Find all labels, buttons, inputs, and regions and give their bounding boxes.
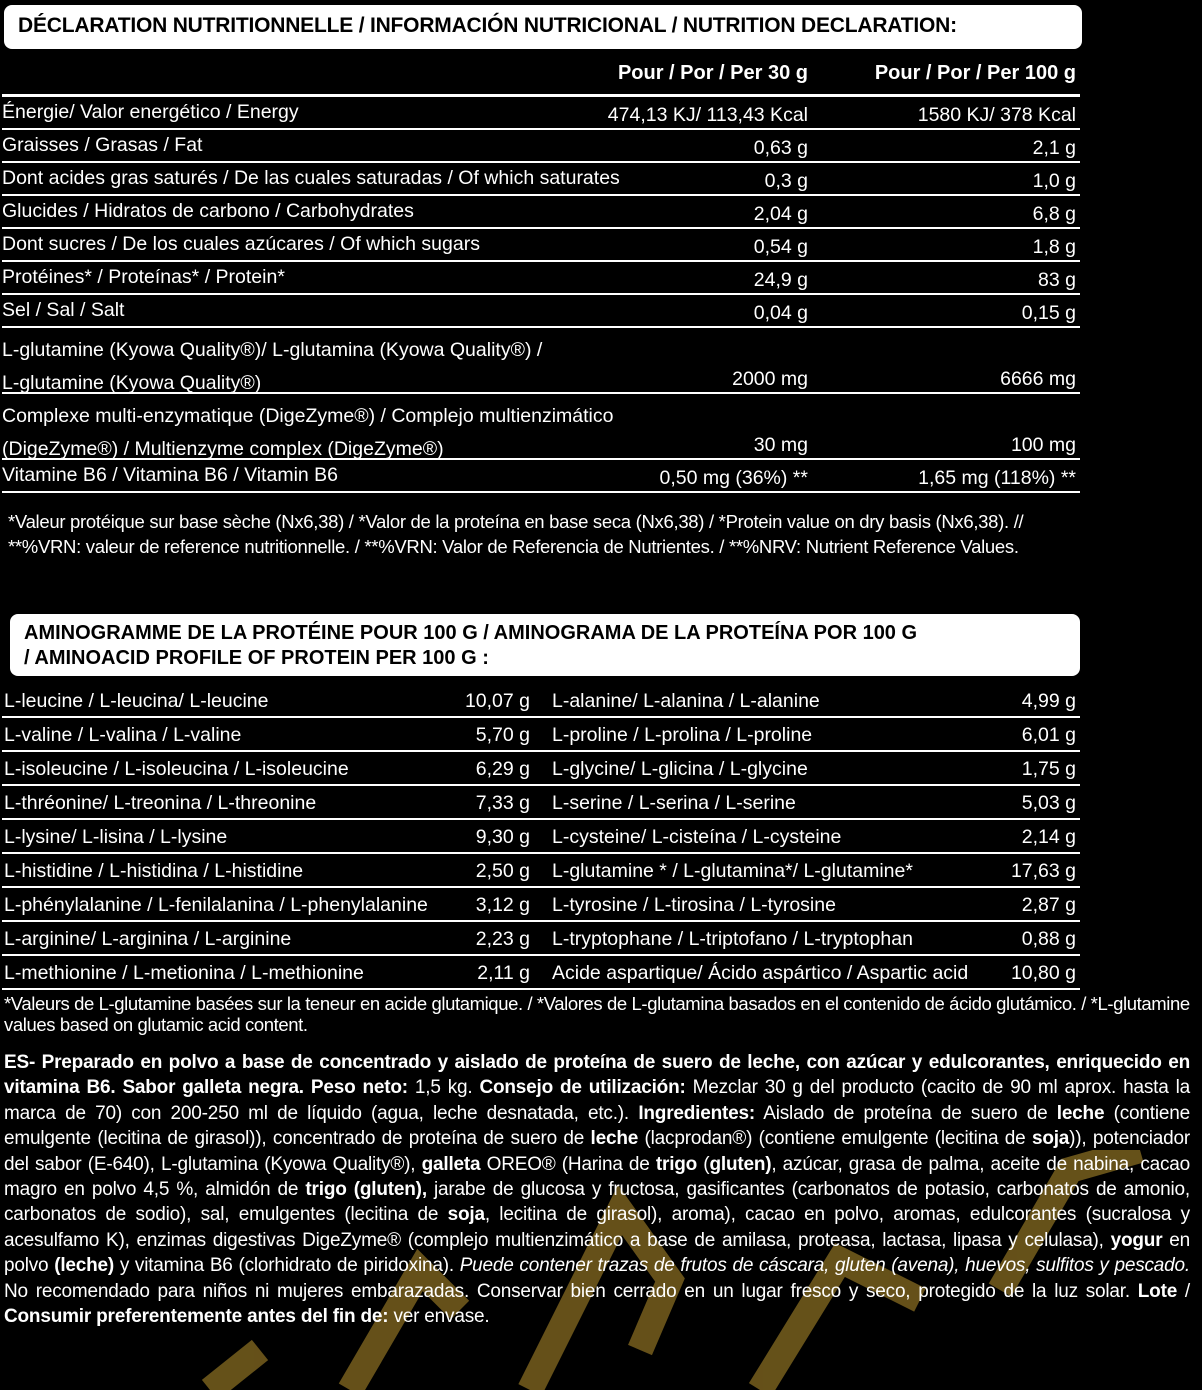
table-row <box>2 130 1080 163</box>
amino-value-right: 5,03 g <box>1021 792 1076 814</box>
es-part: Aislado de proteína de suero de <box>755 1102 1057 1124</box>
es-part: (contiene emulgente (lecitina de girasol)), concentrado de proteína de suero de <box>4 1102 1190 1150</box>
es-part: leche <box>590 1128 639 1150</box>
value-30g: 30 mg <box>753 434 808 456</box>
amino-name-right: L-glutamine * / L-glutamina*/ L-glutamine* <box>552 860 913 882</box>
amino-name-right: L-serine / L-serina / L-serine <box>552 792 796 814</box>
value-30g: 474,13 KJ/ 113,43 Kcal <box>607 104 808 126</box>
amino-value-left: 10,07 g <box>464 690 530 712</box>
row-label: Graisses / Grasas / Fat <box>2 134 203 156</box>
value-30g: 2,04 g <box>753 203 808 225</box>
amino-value-left: 5,70 g <box>475 724 530 746</box>
es-part: Consumir preferentemente antes del fin de: <box>4 1306 389 1328</box>
table-row <box>2 97 1080 130</box>
amino-value-right: 2,14 g <box>1021 826 1076 848</box>
row-label-line2: (DigeZyme®) / Multienzyme complex (DigeZyme®) <box>2 438 444 460</box>
amino-name-left: L-histidine / L-histidina / L-histidine <box>4 860 304 882</box>
amino-name-right: L-alanine/ L-alanina / L-alanine <box>552 690 820 712</box>
es-part: ES- Preparado en polvo a base de concentrado y aislado de proteína de suero de leche, con azúcar y edulcorantes, enriquecido en vitamina B6. Sabor galleta negra. Peso neto: <box>4 1052 1190 1099</box>
table-row <box>2 163 1080 196</box>
nutrition-table <box>2 56 1080 493</box>
es-part: jarabe de glucosa y fructosa, gasificantes (carbonatos de potasio, carbonatos de amonio, carbonatos de sodio), sal, emulgentes (lecitina de <box>4 1179 1191 1226</box>
row-label-line2: L-glutamine (Kyowa Quality®) <box>2 372 262 394</box>
amino-value-right: 1,75 g <box>1021 758 1076 780</box>
nutrition-footnote: *Valeur protéique sur base sèche (Nx6,38) / *Valor de la proteína en base seca (Nx6,38) / *Protein value on dry basis (Nx6,38). // **%VRN: valeur de reference nutritionnelle. / **%VRN: Valor de Referencia de Nutrientes. / **%NRV: Nutrient Reference Values. <box>8 511 1024 557</box>
table-row <box>2 295 1080 328</box>
table-row <box>2 718 1080 752</box>
es-part: gluten) <box>709 1153 772 1175</box>
nutrition-header: DÉCLARATION NUTRITIONNELLE / INFORMACIÓN NUTRICIONAL / NUTRITION DECLARATION: <box>4 5 1082 49</box>
table-row <box>2 196 1080 229</box>
es-part: Consejo de utilización: <box>479 1077 686 1099</box>
es-part: ( <box>697 1153 710 1175</box>
value-100g: 6,8 g <box>1032 203 1076 225</box>
es-part: soja <box>447 1204 485 1226</box>
amino-value-right: 2,87 g <box>1021 894 1076 916</box>
es-part: trigo <box>655 1153 698 1175</box>
row-label: Énergie/ Valor energético / Energy <box>2 101 299 123</box>
table-row <box>2 786 1080 820</box>
amino-value-left: 2,11 g <box>477 962 530 984</box>
table-row <box>2 820 1080 854</box>
table-row <box>2 956 1080 990</box>
table-row <box>2 752 1080 786</box>
table-row <box>2 888 1080 922</box>
value-100g: 83 g <box>1038 269 1076 291</box>
spanish-description <box>4 1050 1190 1329</box>
es-part: OREO® (Harina de <box>480 1153 656 1175</box>
amino-name-left: L-leucine / L-leucina/ L-leucine <box>4 690 269 712</box>
table-row <box>2 229 1080 262</box>
amino-value-left: 7,33 g <box>475 792 530 814</box>
es-part: y vitamina B6 (clorhidrato de piridoxina). <box>114 1255 460 1277</box>
es-part: leche <box>1056 1102 1105 1124</box>
row-label: Dont acides gras saturés / De las cuales saturadas / Of which saturates <box>2 167 620 189</box>
row-label <box>2 400 613 466</box>
table-row <box>2 394 1080 460</box>
amino-name-left: L-arginine/ L-arginina / L-arginine <box>4 928 292 950</box>
value-30g: 0,63 g <box>753 137 808 159</box>
row-label: Dont sucres / De los cuales azúcares / Of which sugars <box>2 233 480 255</box>
amino-value-right: 0,88 g <box>1021 928 1076 950</box>
amino-name-left: L-phénylalanine / L-fenilalanina / L-phenylalanine <box>4 894 428 916</box>
row-label: Glucides / Hidratos de carbono / Carbohydrates <box>2 200 414 222</box>
value-100g: 2,1 g <box>1032 137 1076 159</box>
amino-value-left: 2,50 g <box>475 860 530 882</box>
table-row <box>2 922 1080 956</box>
amino-name-right: L-cysteine/ L-cisteína / L-cysteine <box>552 826 842 848</box>
es-part: 1,5 kg. <box>407 1077 480 1099</box>
amino-name-right: L-proline / L-prolina / L-proline <box>552 724 813 746</box>
es-part: galleta <box>421 1153 481 1175</box>
value-100g: 1,0 g <box>1032 170 1076 192</box>
es-part: trigo (gluten), <box>305 1179 427 1201</box>
row-label: Protéines* / Proteínas* / Protein* <box>2 266 285 288</box>
value-100g: 100 mg <box>1010 434 1076 456</box>
aminogram-title-line2: / AMINOACID PROFILE OF PROTEIN PER 100 G : <box>24 647 489 669</box>
amino-name-right: Acide aspartique/ Ácido aspártico / Aspartic acid <box>552 962 969 984</box>
table-row <box>2 262 1080 295</box>
es-part: soja <box>1031 1128 1070 1150</box>
aminogram-table <box>2 684 1080 990</box>
aminogram-title-line1: AMINOGRAMME DE LA PROTÉINE POUR 100 G / AMINOGRAMA DE LA PROTEÍNA POR 100 G <box>24 622 918 644</box>
es-part: )), potenciador del sabor (E-640), L-glutamina (Kyowa Quality®), <box>4 1128 1191 1175</box>
amino-name-right: L-tryptophane / L-triptofano / L-tryptophan <box>552 928 913 950</box>
value-30g: 0,50 mg (36%) ** <box>659 467 808 489</box>
amino-name-right: L-glycine/ L-glicina / L-glycine <box>552 758 808 780</box>
amino-value-left: 9,30 g <box>475 826 530 848</box>
row-label: Sel / Sal / Salt <box>2 299 125 321</box>
es-part: Mezclar 30 g del producto (cacito de 90 ml aprox. hasta la marca de 70) con 200-250 ml de líquido (agua, leche desnatada, etc.). <box>4 1077 1190 1124</box>
es-part: Puede contener trazas de frutos de cáscara, gluten (avena), huevos, sulfitos y pescado. <box>459 1255 1190 1277</box>
value-30g: 0,04 g <box>753 302 808 324</box>
table-row <box>2 854 1080 888</box>
row-label-line1: Complexe multi-enzymatique (DigeZyme®) / Complejo multienzimático <box>2 405 614 427</box>
table-row <box>2 328 1080 394</box>
amino-name-right: L-tyrosine / L-tirosina / L-tyrosine <box>552 894 836 916</box>
es-part: Lote <box>1137 1280 1178 1302</box>
es-part: (lacprodan®) (contiene emulgente (lecitina de <box>638 1128 1032 1150</box>
value-100g: 6666 mg <box>1000 368 1076 390</box>
amino-name-left: L-valine / L-valina / L-valine <box>4 724 242 746</box>
value-100g: 1,65 mg (118%) ** <box>918 467 1076 489</box>
es-part: , azúcar, grasa de palma, aceite de nabina, cacao magro en polvo 4,5 %, almidón de <box>4 1153 1191 1201</box>
es-part: en polvo <box>4 1229 1190 1277</box>
amino-name-left: L-methionine / L-metionina / L-methionine <box>4 962 364 984</box>
table-row <box>2 684 1080 718</box>
value-30g: 0,54 g <box>753 236 808 258</box>
value-30g: 2000 mg <box>732 368 808 390</box>
amino-value-right: 6,01 g <box>1021 724 1076 746</box>
es-part: (leche) <box>54 1255 115 1277</box>
col-header-100g: Pour / Por / Per 100 g <box>874 62 1076 84</box>
es-part: , lecitina de girasol), aroma), cacao en polvo, aromas, edulcorantes (sucralosa y acesulfamo K), enzimas digestivas DigeZyme® (complejo multienzimático a base de amilasa, proteasa, lactasa, lipasa y celulasa), <box>4 1204 1190 1251</box>
es-part: No recomendado para niños ni mujeres embarazadas. Conservar bien cerrado en un lugar fresco y seco, protegido de la luz solar. <box>4 1280 1138 1302</box>
glutamine-footnote: *Valeurs de L-glutamine basées sur la teneur en acide glutamique. / *Valores de L-glutamina basados en el contenido de ácido glutámico. / *L-glutamine values based on glutamic acid content. <box>4 993 1190 1035</box>
amino-name-left: L-isoleucine / L-isoleucina / L-isoleucine <box>4 758 349 780</box>
es-part: yogur <box>1110 1229 1163 1251</box>
value-100g: 1,8 g <box>1032 236 1076 258</box>
nutrition-table-header <box>2 56 1080 97</box>
row-label <box>2 334 542 400</box>
amino-value-right: 4,99 g <box>1021 690 1076 712</box>
row-label-line1: L-glutamine (Kyowa Quality®)/ L-glutamina (Kyowa Quality®) / <box>2 339 543 361</box>
value-30g: 0,3 g <box>764 170 808 192</box>
value-100g: 0,15 g <box>1021 302 1076 324</box>
es-part: ver envase. <box>388 1306 490 1328</box>
es-part: / <box>1177 1280 1190 1302</box>
amino-value-left: 2,23 g <box>475 928 530 950</box>
row-label: Vitamine B6 / Vitamina B6 / Vitamin B6 <box>2 464 339 486</box>
amino-value-left: 3,12 g <box>475 894 530 916</box>
amino-name-left: L-thréonine/ L-treonina / L-threonine <box>4 792 317 814</box>
value-100g: 1580 KJ/ 378 Kcal <box>917 104 1076 126</box>
table-row <box>2 460 1080 493</box>
amino-name-left: L-lysine/ L-lisina / L-lysine <box>4 826 228 848</box>
aminogram-header <box>10 614 1080 676</box>
es-part: Ingredientes: <box>638 1102 756 1124</box>
amino-value-left: 6,29 g <box>475 758 530 780</box>
value-30g: 24,9 g <box>753 269 808 291</box>
amino-value-right: 10,80 g <box>1010 962 1076 984</box>
col-header-30g: Pour / Por / Per 30 g <box>617 62 808 84</box>
amino-value-right: 17,63 g <box>1010 860 1076 882</box>
